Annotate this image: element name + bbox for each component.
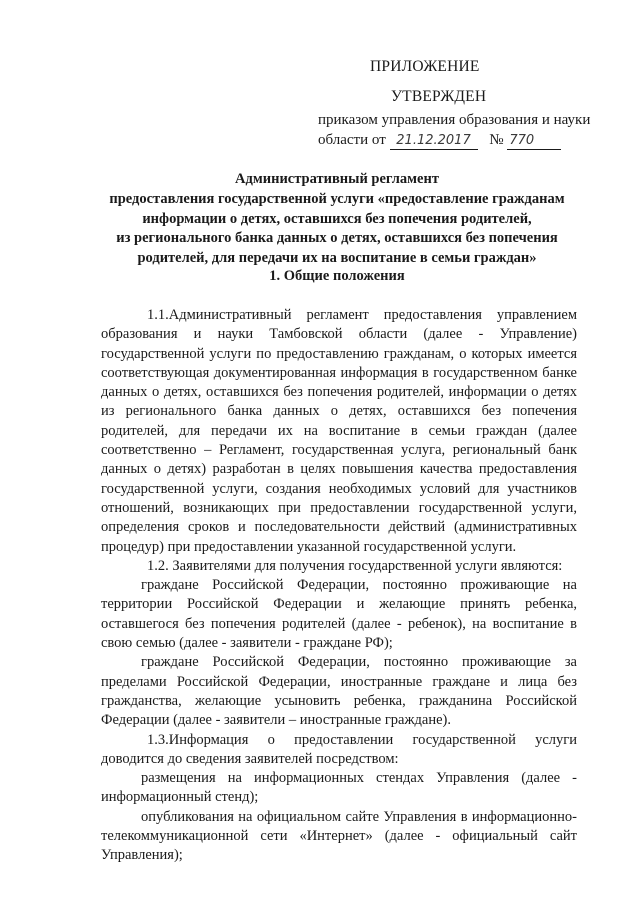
order-number-sign: № xyxy=(489,132,504,148)
title-line: родителей, для передачи их на воспитание в семьи граждан» xyxy=(137,250,537,267)
paragraph-applicants-foreign: граждане Российской Федерации, постоянно проживающие за пределами Российской Федерации, иностранные граждане и лица без гражданства, желающие усыновить ребенка, гражданина Российской Федерации (далее - заявители – иностранные граждане). xyxy=(101,654,577,729)
body-text xyxy=(101,306,577,866)
paragraph-1-3: 1.3.Информация о предоставлении государственной услуги доводится до сведения заявителей посредством: xyxy=(101,731,577,767)
paragraph-official-site: опубликования на официальном сайте Управления в информационно-телекоммуникационной сети «Интернет» (далее - официальный сайт Управления); xyxy=(101,808,577,864)
approval-stamp-block xyxy=(318,58,618,150)
title-line: Административный регламент xyxy=(235,171,439,187)
order-date-prefix: области от xyxy=(318,132,386,148)
order-number-handwritten: 770 xyxy=(507,133,561,150)
title-line: предоставления государственной услуги «предоставление гражданам xyxy=(109,190,565,207)
appendix-label: ПРИЛОЖЕНИЕ xyxy=(370,58,480,75)
order-date-handwritten: 21.12.2017 xyxy=(390,133,478,150)
order-issuer: приказом управления образования и науки xyxy=(318,112,591,128)
paragraph-1-2: 1.2. Заявителями для получения государственной услуги являются: xyxy=(147,557,563,574)
regulation-title xyxy=(100,170,574,269)
paragraph-applicants-rf: граждане Российской Федерации, постоянно проживающие на территории Российской Федерации и желающие принять ребенка, оставшегося без попечения родителей (далее - ребенок), на воспитание в свою семью (далее - заявители - граждане РФ); xyxy=(101,577,577,652)
approved-label: УТВЕРЖДЕН xyxy=(391,88,487,105)
section-heading-general-provisions: 1. Общие положения xyxy=(269,268,405,284)
order-date-number-line xyxy=(318,130,618,150)
title-line: из регионального банка данных о детях, оставшихся без попечения xyxy=(116,230,558,247)
title-line: информации о детях, оставшихся без попечения родителей, xyxy=(142,210,532,227)
paragraph-1-1: 1.1.Административный регламент предоставления управлением образования и науки Тамбовской области (далее - Управление) государственной услуги по предоставлению гражданам, о которых имеется соответствующая документированная информация в государственном банке данных о детях, оставшихся без попечения родителей, информации о детях из регионального банка данных о детях, оставшихся без попечения родителей, для передачи их на воспитание в семьи граждан (далее соответственно – Регламент, государственная услуга, региональный банк данных о детях) разработан в целях повышения качества предоставления государственной услуги, создания необходимых условий для участников отношений, возникающих при предоставлении государственной услуги, определения сроков и последовательности действий (административных процедур) при предоставлении указанной государственной услуги. xyxy=(101,307,577,555)
paragraph-info-stands: размещения на информационных стендах Управления (далее - информационный стенд); xyxy=(101,770,577,806)
